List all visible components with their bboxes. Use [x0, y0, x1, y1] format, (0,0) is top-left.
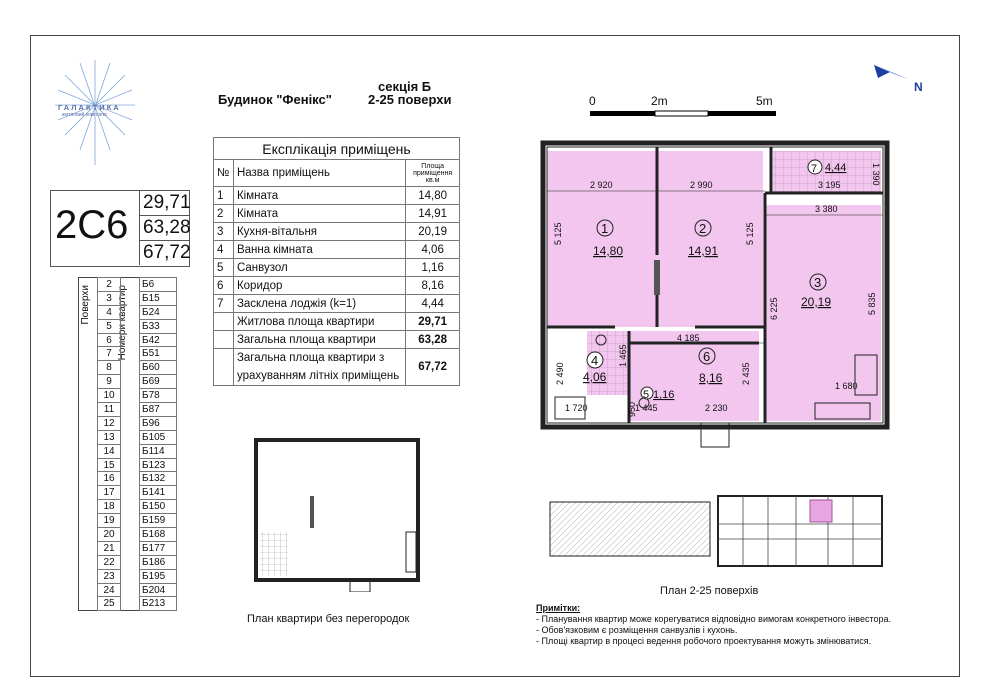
total-row — [214, 331, 460, 349]
open-plan-drawing — [250, 432, 430, 592]
notes-block — [536, 603, 891, 647]
dim-1680: 1 680 — [835, 381, 858, 391]
floor-number: 9 — [98, 375, 121, 389]
floor-row — [79, 278, 177, 292]
explication-title: Експлікація приміщень — [214, 138, 460, 160]
scale-zero: 0 — [589, 94, 596, 108]
apartment-number: Б123 — [140, 458, 177, 472]
room-1-number: 1 — [601, 221, 609, 236]
room-2-area: 14,91 — [688, 244, 719, 258]
dim-1465: 1 465 — [618, 344, 628, 367]
room-5-number: 5 — [643, 389, 650, 401]
room-1-fill — [547, 151, 657, 327]
north-arrow-icon — [872, 62, 912, 88]
floor-number: 15 — [98, 458, 121, 472]
room-6-area: 8,16 — [699, 371, 723, 385]
dim-5835: 5 835 — [867, 292, 877, 315]
dim-5125-a: 5 125 — [553, 222, 563, 245]
floor-number: 3 — [98, 291, 121, 305]
total-area-value: 63,28 — [406, 331, 460, 349]
apartment-number: Б204 — [140, 583, 177, 597]
open-plan-caption: План квартири без перегородок — [247, 613, 410, 625]
row-name: Кухня-вітальня — [233, 223, 405, 241]
dim-2435: 2 435 — [741, 362, 751, 385]
table-row — [214, 277, 460, 295]
total-name: Загальна площа квартири з урахуванням літніх приміщень — [233, 349, 405, 386]
floor-row — [79, 458, 177, 472]
apartment-number: Б60 — [140, 361, 177, 375]
floor-row — [79, 347, 177, 361]
table-row — [214, 259, 460, 277]
dim-2490: 2 490 — [555, 362, 565, 385]
dim-2990: 2 990 — [690, 180, 713, 190]
apartment-number: Б51 — [140, 347, 177, 361]
row-no: 5 — [214, 259, 234, 277]
floor-row — [79, 305, 177, 319]
dim-4185: 4 185 — [677, 333, 700, 343]
floor-number: 19 — [98, 514, 121, 528]
floor-number: 8 — [98, 361, 121, 375]
floor-number: 12 — [98, 416, 121, 430]
floors-table — [78, 277, 177, 611]
floor-row — [79, 333, 177, 347]
note-item: - Площі квартир в процесі ведення робочого проектування можуть змінюватися. — [536, 636, 872, 646]
dim-6225: 6 225 — [769, 297, 779, 320]
note-item: - Планування квартир може корегуватися відповідно вимогам конкретного інвестора. — [536, 614, 891, 624]
room-4-area: 4,06 — [583, 370, 607, 384]
floor-number: 22 — [98, 555, 121, 569]
col-name: Назва приміщень — [233, 160, 405, 187]
explication-table — [213, 137, 460, 386]
table-row — [214, 295, 460, 313]
apartment-number: Б69 — [140, 375, 177, 389]
room-7-number: 7 — [811, 163, 818, 175]
room-7-area: 4,44 — [825, 162, 847, 174]
floor-row — [79, 583, 177, 597]
apartment-number: Б141 — [140, 486, 177, 500]
brand-name: ГАЛАКТИКА — [58, 103, 121, 112]
floor-number: 16 — [98, 472, 121, 486]
apartment-number: Б33 — [140, 319, 177, 333]
dim-3195: 3 195 — [818, 180, 841, 190]
row-name: Ванна кімната — [233, 241, 405, 259]
floor-row — [79, 569, 177, 583]
floor-number: 10 — [98, 389, 121, 403]
floor-number: 20 — [98, 528, 121, 542]
dim-2920: 2 920 — [590, 180, 613, 190]
row-area: 4,06 — [406, 241, 460, 259]
floor-number: 25 — [98, 597, 121, 611]
floor-row — [79, 472, 177, 486]
dim-1445: 1 445 — [635, 403, 658, 413]
floor-row — [79, 430, 177, 444]
room-1-area: 14,80 — [593, 244, 624, 258]
room-3-fill — [765, 205, 881, 421]
apartment-code: 2С6 — [55, 203, 129, 247]
total-name: Житлова площа квартири — [233, 313, 405, 331]
room-6-number: 6 — [703, 349, 711, 364]
floor-number: 17 — [98, 486, 121, 500]
room-3-area: 20,19 — [801, 295, 832, 309]
total-area-value: 29,71 — [406, 313, 460, 331]
floor-row — [79, 319, 177, 333]
row-area: 1,16 — [406, 259, 460, 277]
floor-number: 13 — [98, 430, 121, 444]
row-no: 7 — [214, 295, 234, 313]
apartment-number: Б132 — [140, 472, 177, 486]
dim-2230: 2 230 — [705, 403, 728, 413]
row-name: Засклена лоджія (k=1) — [233, 295, 405, 313]
scale-five: 5m — [756, 94, 773, 108]
row-area: 14,91 — [406, 205, 460, 223]
dim-950: 950 — [627, 401, 637, 417]
row-name: Кімната — [233, 205, 405, 223]
row-area: 4,44 — [406, 295, 460, 313]
floor-number: 4 — [98, 305, 121, 319]
floor-number: 23 — [98, 569, 121, 583]
floor-row — [79, 555, 177, 569]
scale-two: 2m — [651, 94, 668, 108]
scale-bar — [588, 110, 788, 118]
row-name: Коридор — [233, 277, 405, 295]
floor-row — [79, 291, 177, 305]
col-area: Площа приміщення кв.м — [406, 160, 460, 187]
notes-title: Примітки: — [536, 603, 581, 613]
building-overview-drawing — [548, 494, 884, 570]
dim-3380: 3 380 — [815, 204, 838, 214]
apartment-number: Б114 — [140, 444, 177, 458]
section-name: секція Б — [378, 79, 432, 94]
floor-number: 21 — [98, 541, 121, 555]
floor-row — [79, 514, 177, 528]
floor-number: 11 — [98, 403, 121, 417]
floor-plan-caption: План 2-25 поверхів — [660, 585, 759, 597]
dim-1390: 1 390 — [871, 163, 881, 186]
total-row — [214, 313, 460, 331]
floor-number: 18 — [98, 500, 121, 514]
row-name: Кімната — [233, 187, 405, 205]
floor-row — [79, 389, 177, 403]
note-item: - Обов'язковим є розміщення санвузлів і кухонь. — [536, 625, 738, 635]
dim-1720: 1 720 — [565, 403, 588, 413]
apartment-number: Б186 — [140, 555, 177, 569]
row-area: 20,19 — [406, 223, 460, 241]
building-name: Будинок "Фенікс" — [218, 92, 332, 107]
total-row — [214, 349, 460, 386]
floor-number: 24 — [98, 583, 121, 597]
numbers-label: Номери квартир — [117, 285, 128, 361]
apartment-number: Б177 — [140, 541, 177, 555]
floors-label: Поверхи — [80, 285, 91, 325]
apartment-number: Б150 — [140, 500, 177, 514]
total-area-value: 67,72 — [406, 349, 460, 386]
apartment-number: Б105 — [140, 430, 177, 444]
floor-number: 5 — [98, 319, 121, 333]
apartment-number: Б42 — [140, 333, 177, 347]
total-name: Загальна площа квартири — [233, 331, 405, 349]
room-3-number: 3 — [814, 275, 822, 290]
floor-number: 7 — [98, 347, 121, 361]
north-label: N — [914, 80, 923, 94]
floor-row — [79, 444, 177, 458]
room-4-number: 4 — [591, 353, 599, 368]
floor-row — [79, 416, 177, 430]
total-area: 63,28 — [140, 216, 190, 241]
table-row — [214, 223, 460, 241]
apartment-number: Б168 — [140, 528, 177, 542]
living-area: 29,71 — [140, 191, 190, 216]
row-no: 1 — [214, 187, 234, 205]
floor-number: 14 — [98, 444, 121, 458]
apartment-number: Б96 — [140, 416, 177, 430]
apartment-number: Б213 — [140, 597, 177, 611]
apartment-floor-plan — [535, 135, 895, 465]
apartment-number: Б159 — [140, 514, 177, 528]
apartment-number: Б24 — [140, 305, 177, 319]
floor-number: 6 — [98, 333, 121, 347]
apartment-number: Б6 — [140, 278, 177, 292]
row-no: 6 — [214, 277, 234, 295]
floor-row — [79, 403, 177, 417]
apartment-number: Б78 — [140, 389, 177, 403]
room-5-area: 1,16 — [653, 389, 675, 401]
table-row — [214, 187, 460, 205]
floor-row — [79, 486, 177, 500]
total-summer-area: 67,72 — [143, 242, 191, 263]
apartment-number: Б15 — [140, 291, 177, 305]
floor-row — [79, 500, 177, 514]
dim-5125-b: 5 125 — [745, 222, 755, 245]
table-row — [214, 205, 460, 223]
floor-row — [79, 541, 177, 555]
row-no: 3 — [214, 223, 234, 241]
apartment-number: Б87 — [140, 403, 177, 417]
floor-row — [79, 597, 177, 611]
floor-row — [79, 375, 177, 389]
row-area: 8,16 — [406, 277, 460, 295]
apartment-number: Б195 — [140, 569, 177, 583]
col-no: № — [214, 160, 234, 187]
row-name: Санвузол — [233, 259, 405, 277]
row-no: 4 — [214, 241, 234, 259]
floors-range: 2-25 поверхи — [368, 92, 452, 107]
row-no: 2 — [214, 205, 234, 223]
floor-number: 2 — [98, 278, 121, 292]
floor-row — [79, 528, 177, 542]
brand-subtitle: житловий комплекс — [62, 112, 108, 118]
table-row — [214, 241, 460, 259]
apartment-code-box — [50, 190, 190, 267]
row-area: 14,80 — [406, 187, 460, 205]
floor-row — [79, 361, 177, 375]
room-2-number: 2 — [699, 221, 707, 236]
